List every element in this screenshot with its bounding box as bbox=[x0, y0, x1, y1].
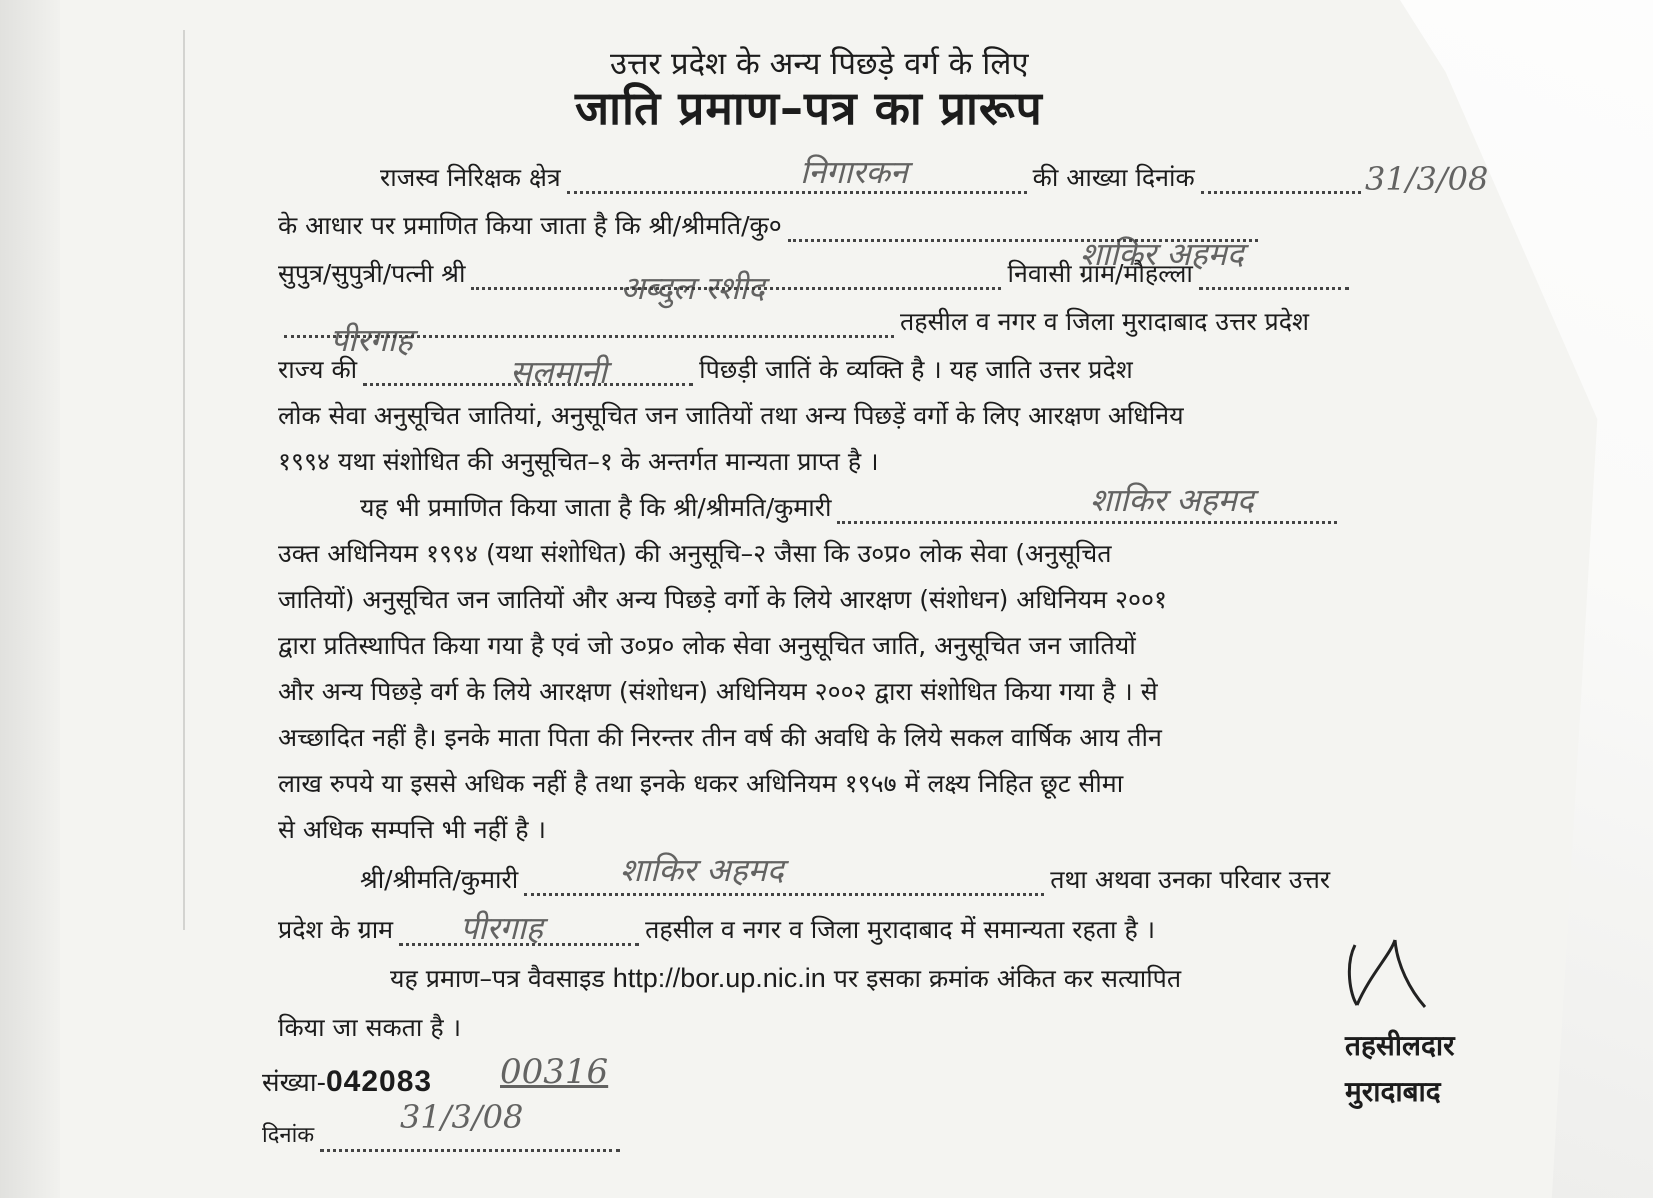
body-line-9: उक्त अधिनियम १९९४ (यथा संशोधित) की अनुसूचि–२ जैसा कि उ०प्र० लोक सेवा (अनुसूचित bbox=[278, 539, 1112, 568]
handwritten-village: पीरगाह bbox=[330, 321, 413, 359]
handwritten-area: निगारकन bbox=[800, 153, 908, 191]
handwritten-name-2: शाकिर अहमद bbox=[1090, 481, 1254, 519]
handwritten-date: 31/3/08 bbox=[400, 1098, 524, 1136]
residence-text: तहसील व नगर व जिला मुरादाबाद में समान्यता रहता है । bbox=[645, 915, 1156, 944]
body-line-10: जातियों) अनुसूचित जन जातियों और अन्य पिछड़े वर्गो के लिये आरक्षण (संशोधन) अधिनियम २००१ bbox=[278, 585, 1167, 614]
serial-number: 042083 bbox=[325, 1065, 433, 1098]
body-line-13: अच्छादित नहीं है। इनके माता पिता की निरन्तर तीन वर्ष की अवधि के लिये सकल वार्षिक आय तीन bbox=[278, 723, 1162, 752]
officer-place: मुरादाबाद bbox=[1345, 1075, 1441, 1108]
residence-label: निवासी ग्राम/मौहल्ला bbox=[1007, 259, 1193, 288]
handwritten-village-2: पीरगाह bbox=[460, 909, 543, 947]
body-line-14: लाख रुपये या इससे अधिक नहीं है तथा इनके धकर अधिनियम १९५७ में लक्ष्य निहित छूट सीमा bbox=[278, 769, 1124, 798]
line-website bbox=[390, 962, 1181, 995]
body-line-12: और अन्य पिछड़े वर्ग के लिये आरक्षण (संशोधन) अधिनियम २००२ द्वारा संशोधित किया गया है । से bbox=[278, 677, 1158, 706]
line-parent bbox=[278, 258, 1355, 290]
handwritten-report-date: 31/3/08 bbox=[1365, 160, 1489, 198]
dotted-blank bbox=[567, 183, 1027, 194]
dotted-blank bbox=[320, 1141, 620, 1152]
report-date-label: की आख्या दिनांक bbox=[1032, 163, 1195, 192]
state-label: राज्य की bbox=[278, 355, 358, 384]
line-village bbox=[278, 914, 1155, 946]
fold-line bbox=[183, 30, 185, 930]
document-title: जाति प्रमाण–पत्र का प्रारूप bbox=[575, 81, 1043, 135]
family-text: तथा अथवा उनका परिवार उत्तर bbox=[1050, 865, 1331, 894]
serial-label: संख्या- bbox=[262, 1068, 326, 1098]
line-family bbox=[360, 864, 1330, 896]
line-state bbox=[278, 354, 1133, 386]
tehsil-text: तहसील व नगर व जिला मुरादाबाद उत्तर प्रदेश bbox=[900, 307, 1310, 336]
village-label: प्रदेश के ग्राम bbox=[278, 915, 394, 944]
handwritten-name-3: शाकिर अहमद bbox=[620, 851, 784, 889]
handwritten-serial: 00316 bbox=[500, 1052, 609, 1092]
line-tehsil bbox=[278, 306, 1309, 338]
officer-title: तहसीलदार bbox=[1345, 1029, 1455, 1062]
handwritten-caste: सलमानी bbox=[510, 353, 607, 391]
certify-text: के आधार पर प्रमाणित किया जाता है कि श्री/श्रीमति/कु० bbox=[278, 211, 782, 240]
dotted-blank bbox=[1199, 279, 1349, 290]
body-line-7: १९९४ यथा संशोधित की अनुसूचित–१ के अन्तर्गत मान्यता प्राप्त है । bbox=[278, 447, 879, 476]
dotted-blank bbox=[837, 513, 1337, 524]
backward-caste-text: पिछड़ी जातिं के व्यक्ति है । यह जाति उत्तर प्रदेश bbox=[699, 355, 1133, 384]
dotted-blank bbox=[524, 885, 1044, 896]
handwritten-name: शाकिर अहमद bbox=[1080, 235, 1244, 273]
revenue-area-label: राजस्व निरिक्षक क्षेत्र bbox=[380, 163, 561, 192]
website-text: यह प्रमाण–पत्र वैवसाइड bbox=[390, 964, 605, 993]
verification-url[interactable]: http://bor.up.nic.in bbox=[612, 963, 826, 993]
name-label-3: श्री/श्रीमति/कुमारी bbox=[360, 865, 519, 894]
handwritten-father-name: अब्दुल रशीद bbox=[620, 269, 765, 307]
body-line-11: द्वारा प्रतिस्थापित किया गया है एवं जो उ०प्र० लोक सेवा अनुसूचित जाति, अनुसूचित जन जातियों bbox=[278, 631, 1136, 660]
dotted-blank bbox=[1201, 183, 1361, 194]
title-line-1: उत्तर प्रदेश के अन्य पिछड़े वर्ग के लिए bbox=[610, 46, 1029, 82]
parent-label: सुपुत्र/सुपुत्री/पत्नी श्री bbox=[278, 259, 466, 288]
scan-shadow-left bbox=[0, 0, 60, 1198]
body-line-6: लोक सेवा अनुसूचित जातियां, अनुसूचित जन जातियों तथा अन्य पिछड़ें वर्गो के लिए आरक्षण अधिनिय bbox=[278, 401, 1184, 430]
officer-signature bbox=[1335, 935, 1430, 1015]
serial-number-row bbox=[262, 1066, 432, 1099]
body-line-15: से अधिक सम्पत्ति भी नहीं है । bbox=[278, 815, 546, 844]
verify-text: पर इसका क्रमांक अंकित कर सत्यापित bbox=[833, 964, 1182, 993]
also-certify-text: यह भी प्रमाणित किया जाता है कि श्री/श्रीमति/कुमारी bbox=[360, 493, 832, 522]
date-label: दिनांक bbox=[262, 1123, 315, 1148]
body-line-19: किया जा सकता है । bbox=[278, 1013, 462, 1042]
